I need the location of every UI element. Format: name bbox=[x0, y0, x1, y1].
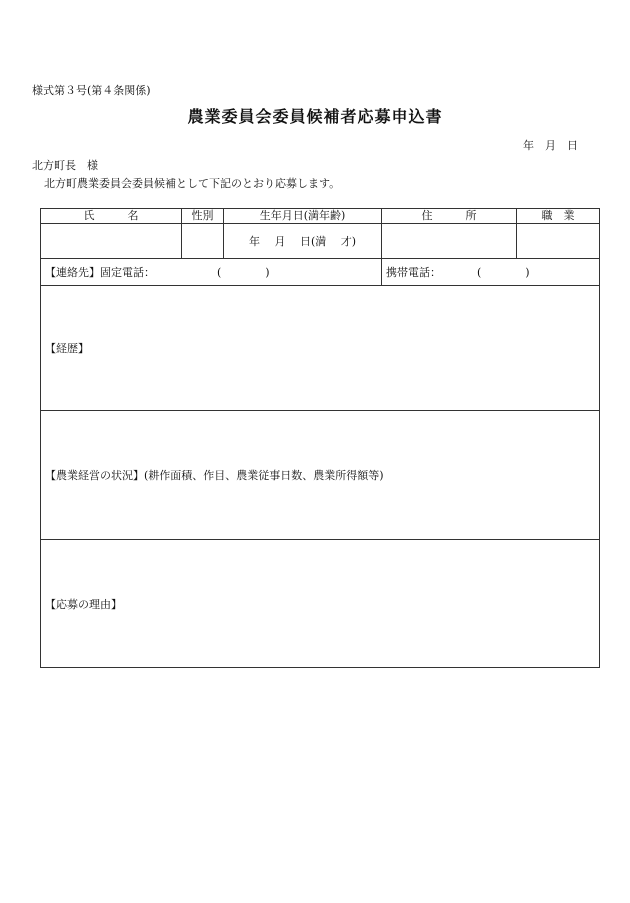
form-number: 様式第３号(第４条関係) bbox=[32, 84, 151, 97]
header-birthdate: 生年月日(満年齢) bbox=[224, 209, 382, 224]
farming-section bbox=[41, 411, 600, 540]
career-field[interactable] bbox=[41, 286, 600, 411]
intro-text: 北方町農業委員会委員候補として下記のとおり応募します。 bbox=[44, 177, 341, 190]
header-occupation: 職 業 bbox=[517, 209, 600, 224]
address-field[interactable] bbox=[382, 224, 517, 259]
addressee: 北方町長 様 bbox=[32, 159, 98, 172]
header-row bbox=[41, 209, 600, 224]
fixed-phone-field[interactable] bbox=[41, 259, 382, 286]
farming-status-label: 【農業経営の状況】(耕作面積、作目、農業従事日数、農業所得額等) bbox=[45, 469, 384, 482]
gender-field[interactable] bbox=[182, 224, 224, 259]
fixed-phone-label: 【連絡先】固定電話： bbox=[45, 266, 155, 279]
header-address: 住 所 bbox=[382, 209, 517, 224]
occupation-field[interactable] bbox=[517, 224, 600, 259]
reason-label: 【応募の理由】 bbox=[45, 597, 122, 611]
mobile-phone-area-code: ( ) bbox=[477, 266, 530, 279]
contact-row bbox=[41, 259, 600, 286]
reason-field[interactable] bbox=[41, 540, 600, 668]
document-title: 農業委員会委員候補者応募申込書 bbox=[187, 107, 443, 126]
entry-row bbox=[41, 224, 600, 259]
mobile-phone-label: 携帯電話： bbox=[386, 266, 441, 279]
header-gender: 性別 bbox=[182, 209, 224, 224]
birthdate-field[interactable]: 年 月 日(満 才) bbox=[224, 224, 382, 259]
reason-section bbox=[41, 540, 600, 668]
fixed-phone-area-code: ( ) bbox=[217, 266, 270, 279]
application-form-table bbox=[40, 208, 600, 668]
mobile-phone-field[interactable] bbox=[382, 259, 600, 286]
career-label: 【経歴】 bbox=[45, 342, 89, 355]
farming-status-field[interactable] bbox=[41, 411, 600, 540]
career-section bbox=[41, 286, 600, 411]
date-line: 年 月 日 bbox=[523, 139, 578, 152]
header-name: 氏 名 bbox=[41, 209, 182, 224]
name-field[interactable] bbox=[41, 224, 182, 259]
